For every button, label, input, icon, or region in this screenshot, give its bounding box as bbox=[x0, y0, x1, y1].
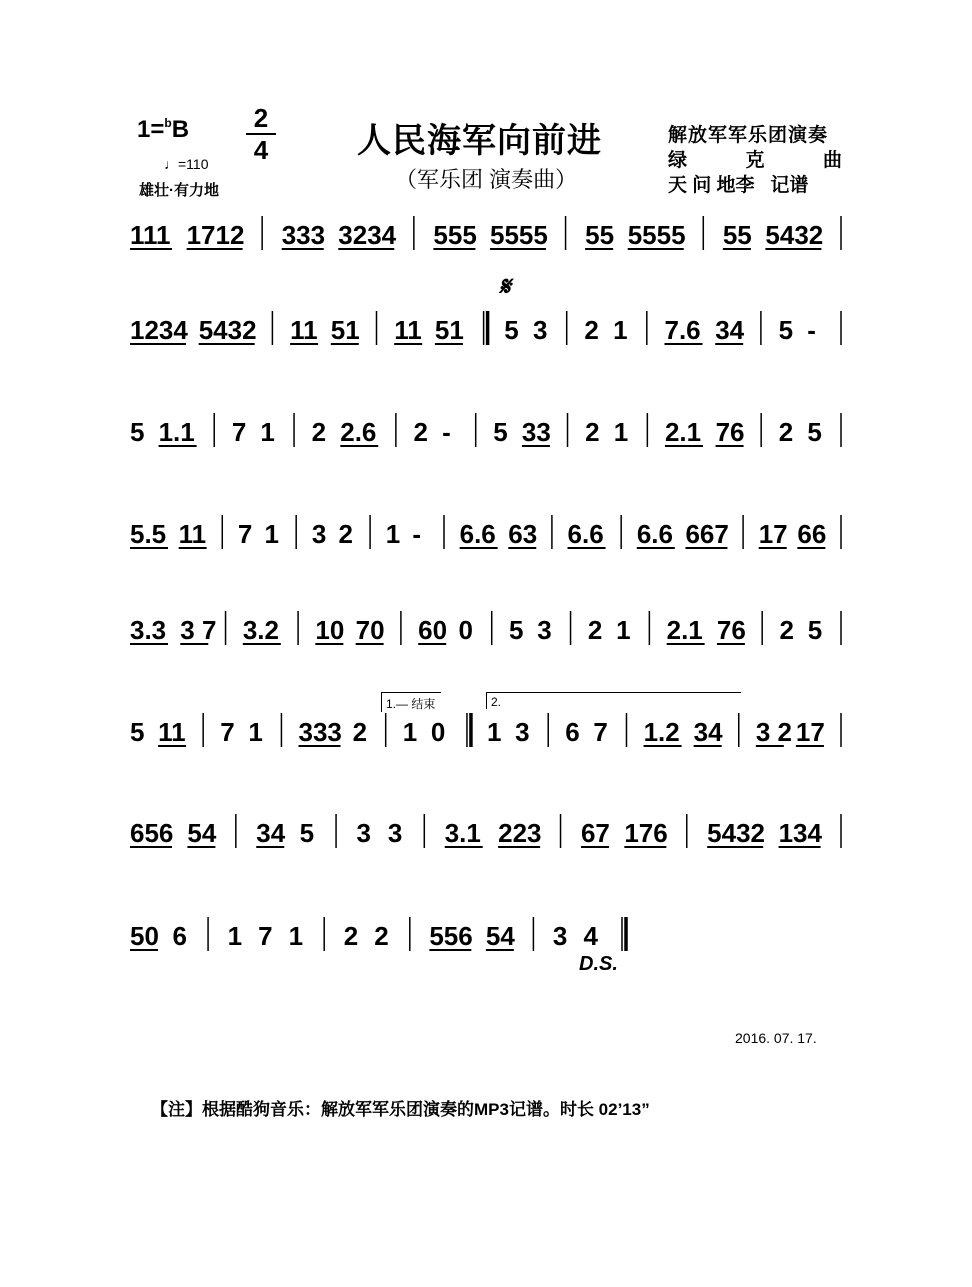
note-group: 1 bbox=[288, 921, 304, 951]
key-note: B bbox=[171, 116, 190, 143]
note-group: 7.6 bbox=[664, 315, 701, 345]
time-numerator: 2 bbox=[253, 103, 269, 133]
note-group: 55 bbox=[722, 220, 752, 250]
note-group: 2 bbox=[584, 315, 599, 345]
note-group: 5 bbox=[504, 315, 519, 345]
note-group: 2 bbox=[374, 921, 389, 951]
score-line-svg bbox=[130, 208, 846, 268]
expression-marking: 雄壮·有力地 bbox=[139, 182, 219, 199]
credit-transcriber-name: 天 问 地李 bbox=[668, 175, 755, 196]
credit-transcriber-role: 记谱 bbox=[770, 175, 809, 196]
note-group: - bbox=[442, 417, 451, 447]
note-group: 2 bbox=[338, 519, 353, 549]
note-group: 555 bbox=[433, 220, 477, 250]
note-group: - bbox=[412, 519, 422, 549]
credit-composer: 绿 克 曲 bbox=[668, 150, 842, 171]
note-group: 6 bbox=[172, 921, 188, 951]
note-group: 5432 bbox=[707, 818, 766, 848]
note-group: 1.1 bbox=[158, 417, 195, 447]
note-group: 54 bbox=[485, 921, 515, 951]
note-group: 51 bbox=[434, 315, 464, 345]
score-line-svg bbox=[130, 303, 846, 363]
key-prefix: 1= bbox=[137, 116, 165, 143]
note-group: 67 bbox=[580, 818, 610, 848]
note-group: 10 bbox=[315, 615, 345, 645]
note-group: 2 bbox=[779, 615, 794, 645]
note-group: 5.5 bbox=[130, 519, 167, 549]
note-group: 2.1 bbox=[664, 417, 702, 447]
note-group: 76 bbox=[715, 417, 745, 447]
score-line bbox=[130, 909, 846, 969]
score-line bbox=[130, 208, 846, 268]
credit-performer: 解放军军乐团演奏 bbox=[668, 125, 829, 146]
score-line bbox=[130, 806, 846, 866]
note-group: 63 bbox=[508, 519, 538, 549]
score-line bbox=[130, 705, 846, 765]
note-group: 3 bbox=[311, 519, 327, 549]
note-group: 1 bbox=[385, 519, 401, 549]
note-group: 5 bbox=[807, 615, 823, 645]
volta1-label: 1.— 结束 bbox=[386, 697, 436, 711]
flat-sign: b bbox=[164, 116, 172, 130]
note-group: 4 bbox=[583, 921, 598, 951]
time-signature bbox=[244, 103, 278, 165]
note-group: 223 bbox=[498, 818, 542, 848]
tempo-marking: ♩=110 bbox=[164, 156, 209, 172]
note-group: 556 bbox=[429, 921, 473, 951]
note-group: 333 bbox=[281, 220, 326, 250]
note-group: 2 bbox=[352, 717, 368, 747]
note-group: 5 bbox=[807, 417, 822, 447]
note-group: 134 bbox=[778, 818, 822, 848]
transcription-date: 2016. 07. 17. bbox=[735, 1030, 817, 1046]
note-group: 6.6 bbox=[459, 519, 496, 549]
note-group: 3 bbox=[552, 921, 568, 951]
score-line bbox=[130, 303, 846, 363]
note-group: 2 bbox=[413, 417, 428, 447]
note-group: 3 bbox=[537, 615, 552, 645]
note-group: 3 7 bbox=[180, 615, 217, 645]
note-group: 2 bbox=[311, 417, 327, 447]
footnote: 【注】根据酷狗音乐：解放军军乐团演奏的MP3记谱。时长 02’13” bbox=[151, 1100, 650, 1119]
note-group: 3 bbox=[515, 717, 530, 747]
note-group: 1 bbox=[487, 717, 502, 747]
note-group: 1712 bbox=[186, 220, 245, 250]
note-group: 7 bbox=[593, 717, 608, 747]
note-group: 2 bbox=[778, 417, 794, 447]
note-group: 5555 bbox=[627, 220, 686, 250]
note-group: 7 bbox=[258, 921, 273, 951]
note-group: 11 bbox=[394, 315, 422, 345]
note-group: 55 bbox=[585, 220, 615, 250]
note-group: 111 bbox=[130, 220, 171, 250]
note-group: 333 bbox=[298, 717, 342, 747]
note-group: 6.6 bbox=[567, 519, 604, 549]
note-group: 3 2 bbox=[755, 717, 792, 747]
note-group: 7 bbox=[231, 417, 247, 447]
note-group: 3 bbox=[533, 315, 548, 345]
note-group: 50 bbox=[130, 921, 159, 951]
score-line-svg bbox=[130, 603, 846, 663]
score-line-svg bbox=[130, 909, 846, 969]
score-line bbox=[130, 603, 846, 663]
note-group: 34 bbox=[715, 315, 745, 345]
note-group: 5432 bbox=[765, 220, 824, 250]
note-group: 5555 bbox=[490, 220, 548, 250]
note-group: 5 bbox=[299, 818, 315, 848]
note-group: 17 bbox=[758, 519, 788, 549]
note-group: 2 bbox=[587, 615, 603, 645]
song-title: 人民海军向前进 bbox=[357, 122, 602, 160]
note-group: 5 bbox=[493, 417, 508, 447]
volta2-label: 2. bbox=[491, 695, 502, 709]
note-group: 33 bbox=[521, 417, 551, 447]
note-group: 34 bbox=[256, 818, 286, 848]
note-group: 1 bbox=[227, 921, 243, 951]
note-group: 1 bbox=[264, 519, 280, 549]
note-group: 11 bbox=[290, 315, 318, 345]
note-group: 3.2 bbox=[242, 615, 279, 645]
note-group: 3 bbox=[356, 818, 371, 848]
note-group: 11 bbox=[158, 717, 186, 747]
note-group: 3.1 bbox=[444, 818, 481, 848]
note-group: 7 bbox=[237, 519, 253, 549]
credits bbox=[668, 123, 842, 198]
note-group: 34 bbox=[693, 717, 723, 747]
score-line-svg bbox=[130, 405, 846, 465]
note-group: 2 bbox=[585, 417, 600, 447]
note-group: 1234 bbox=[130, 315, 188, 345]
note-group: 3234 bbox=[338, 220, 397, 250]
time-denominator: 4 bbox=[253, 135, 269, 165]
note-group: 2 bbox=[343, 921, 359, 951]
note-group: 5 bbox=[778, 315, 794, 345]
note-group: 1 bbox=[248, 717, 263, 747]
note-group: 656 bbox=[130, 818, 174, 848]
note-group: 1 bbox=[613, 315, 628, 345]
score-line-svg bbox=[130, 806, 846, 866]
note-group: 2.6 bbox=[340, 417, 377, 447]
note-group: 1 bbox=[260, 417, 275, 447]
note-group: 0 bbox=[430, 717, 446, 747]
note-group: 11 bbox=[178, 519, 207, 549]
score-line-svg bbox=[130, 507, 846, 567]
note-group: 667 bbox=[685, 519, 729, 549]
note-group: 51 bbox=[330, 315, 360, 345]
note-group: 7 bbox=[220, 717, 235, 747]
note-group: 1.2 bbox=[643, 717, 680, 747]
note-group: 176 bbox=[624, 818, 668, 848]
note-group: 60 bbox=[418, 615, 448, 645]
credit-transcriber bbox=[668, 173, 842, 198]
key-signature bbox=[137, 116, 189, 144]
note-group: 70 bbox=[355, 615, 385, 645]
segno-icon: 𝄋 bbox=[499, 271, 511, 301]
note-group: 54 bbox=[187, 818, 217, 848]
score-line bbox=[130, 507, 846, 567]
note-group: 3.3 bbox=[130, 615, 167, 645]
dal-segno-marking: D.S. bbox=[579, 953, 618, 975]
note-group: 5432 bbox=[198, 315, 257, 345]
note-group: - bbox=[807, 315, 816, 345]
note-group: 2.1 bbox=[666, 615, 703, 645]
note-group: 66 bbox=[797, 519, 827, 549]
note-group: 76 bbox=[716, 615, 746, 645]
note-group: 5 bbox=[509, 615, 524, 645]
note-group: 0 bbox=[458, 615, 473, 645]
note-group: 1 bbox=[402, 717, 418, 747]
note-group: 1 bbox=[616, 615, 631, 645]
score-line-svg bbox=[130, 705, 846, 765]
note-group: 17 bbox=[795, 717, 825, 747]
score-line bbox=[130, 405, 846, 465]
note-group: 5 bbox=[130, 417, 145, 447]
song-subtitle: （军乐团 演奏曲） bbox=[395, 167, 578, 192]
note-group: 6 bbox=[565, 717, 580, 747]
note-group: 5 bbox=[130, 717, 145, 747]
note-group: 1 bbox=[613, 417, 629, 447]
note-group: 3 bbox=[387, 818, 403, 848]
note-group: 6.6 bbox=[636, 519, 673, 549]
